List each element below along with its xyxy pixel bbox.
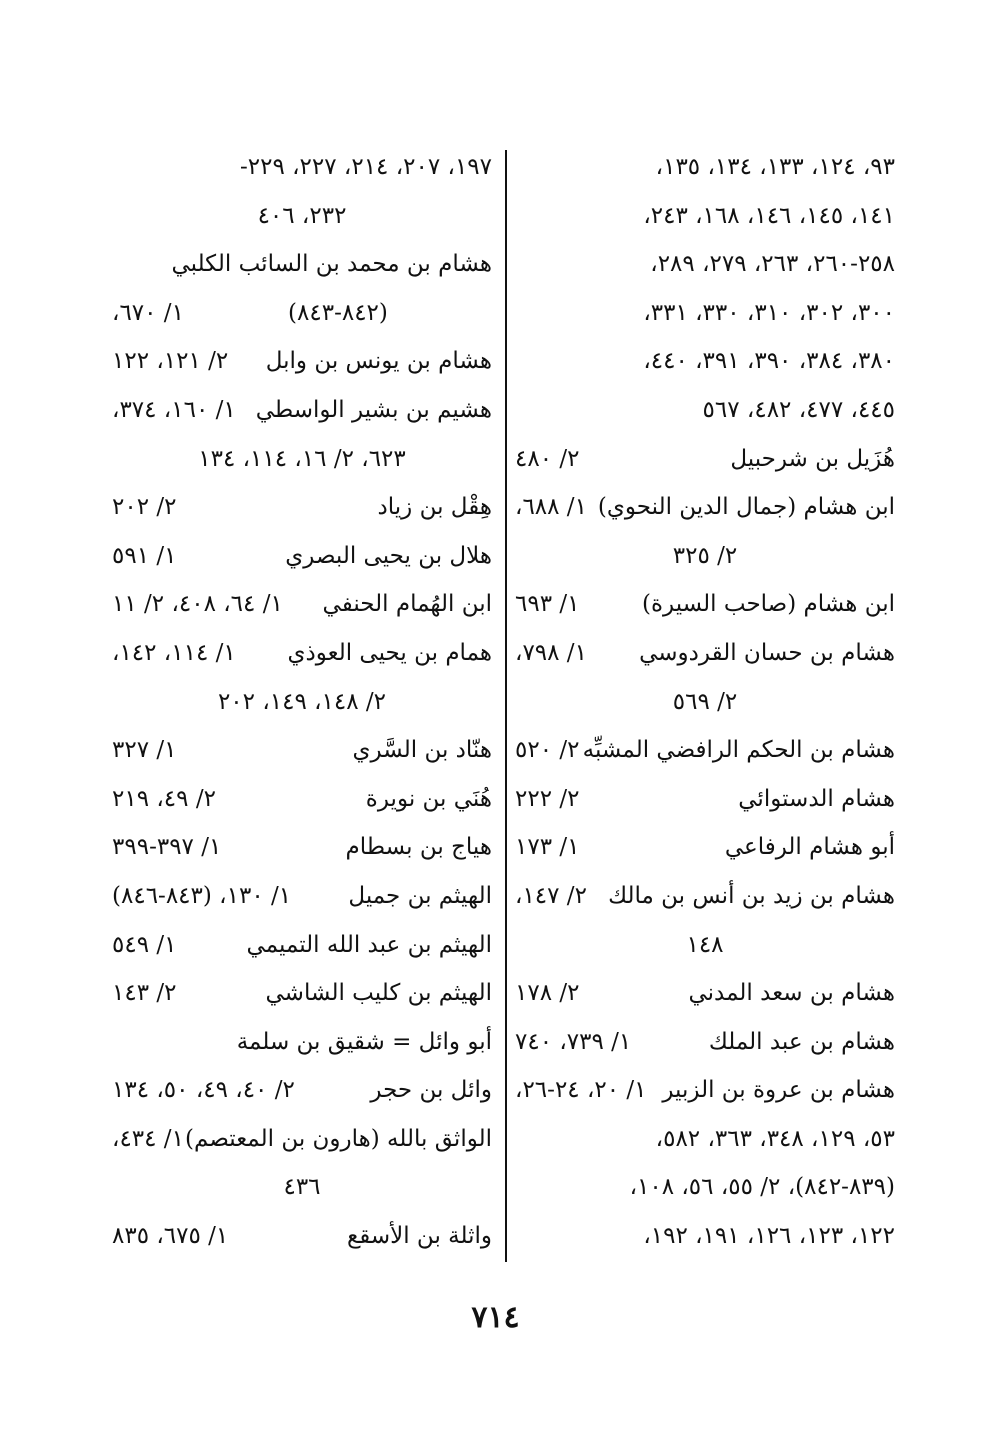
index-line: [515, 872, 895, 921]
index-line: [515, 921, 895, 970]
index-line: [112, 289, 492, 338]
entry-continuation: ١٢٢، ١٢٣، ١٢٦، ١٩١، ١٩٢،: [643, 1223, 895, 1250]
entry-continuation: ١٤٨: [686, 931, 724, 958]
entry-reference: ٢/ ٥٢٠: [515, 737, 580, 764]
entry-name: هشام بن محمد بن السائب الكلبي: [171, 251, 492, 278]
entry-reference: ١/ ١١٤، ١٤٢،: [112, 639, 236, 666]
index-line: [112, 143, 492, 192]
index-line: [112, 192, 492, 241]
index-line: [112, 1212, 492, 1261]
entry-name: أبو هشام الرفاعي: [724, 834, 895, 861]
entry-reference: ١/ ٣٢٧: [112, 737, 177, 764]
entry-continuation: ٢٥٨-٢٦٠، ٢٦٣، ٢٧٩، ٢٨٩،: [650, 251, 895, 278]
index-line: [515, 435, 895, 484]
index-line: [515, 1163, 895, 1212]
entry-name: هشام بن حسان القردوسي: [639, 639, 895, 666]
index-column-right: [515, 143, 895, 1261]
entry-reference: ١/ ٦٤، ٤٠٨، ٢/ ١١: [112, 591, 283, 618]
entry-reference: ٢/ ٢٠٢: [112, 494, 177, 521]
index-line: [515, 289, 895, 338]
entry-reference: ٢/ ١٧٨: [515, 980, 580, 1007]
index-line: [515, 532, 895, 581]
entry-name: هشام بن زيد بن أنس بن مالك: [608, 882, 895, 909]
entry-name: هشام بن عروة بن الزبير: [662, 1077, 895, 1104]
entry-continuation: ٢/ ٣٢٥: [672, 542, 738, 569]
entry-reference: ١/ ٦٧٠،: [112, 299, 184, 326]
entry-reference: ١/ ١٦٠، ٣٧٤،: [112, 396, 236, 423]
entry-continuation: ٣٠٠، ٣٠٢، ٣١٠، ٣٣٠، ٣٣١،: [643, 299, 895, 326]
index-line: [112, 969, 492, 1018]
entry-reference: ١/ ٦٩٣: [515, 591, 580, 618]
index-line: [112, 872, 492, 921]
index-line: [112, 726, 492, 775]
index-line: [515, 775, 895, 824]
index-line: [515, 823, 895, 872]
index-column-left: [112, 143, 492, 1261]
entry-continuation: ٢/ ٥٦٩: [672, 688, 738, 715]
entry-continuation: ٣٨٠، ٣٨٤، ٣٩٠، ٣٩١، ٤٤٠،: [643, 348, 895, 375]
index-line: [112, 386, 492, 435]
entry-reference: ٢/ ٤٠، ٤٩، ٥٠، ١٣٤: [112, 1077, 295, 1104]
index-line: [515, 483, 895, 532]
index-line: [515, 240, 895, 289]
entry-name: هِقْل بن زياد: [377, 494, 492, 521]
entry-name: الواثق بالله (هارون بن المعتصم): [185, 1125, 492, 1152]
entry-reference: ١/ ٧٩٨،: [515, 639, 587, 666]
index-line: [112, 823, 492, 872]
entry-name: هشيم بن بشير الواسطي: [255, 396, 492, 423]
entry-name: هلال بن يحيى البصري: [285, 542, 492, 569]
entry-reference: ١/ ١٣٠، (٨٤٣-٨٤٦): [112, 882, 292, 909]
entry-name: ابن هشام (جمال الدين النحوي): [597, 494, 895, 521]
column-divider: [505, 150, 507, 1262]
index-line: [112, 1018, 492, 1067]
entry-reference: ٢/ ١٤٧،: [515, 882, 587, 909]
index-line: [515, 1115, 895, 1164]
entry-name: الهيثم بن عبد الله التميمي: [246, 931, 492, 958]
entry-name: هُزَيل بن شرحبيل: [730, 445, 895, 472]
entry-name: الهيثم بن جميل: [348, 882, 492, 909]
entry-continuation: (٨٤٢-٨٤٣): [288, 299, 388, 326]
index-line: [112, 1163, 492, 1212]
index-line: [112, 678, 492, 727]
entry-continuation: ١٩٧، ٢٠٧، ٢١٤، ٢٢٧، ٢٢٩-: [239, 154, 492, 180]
entry-continuation: ٤٤٥، ٤٧٧، ٤٨٢، ٥٦٧: [702, 396, 895, 423]
index-line: [515, 1066, 895, 1115]
entry-continuation: ٢٣٢، ٤٠٦: [257, 202, 347, 229]
index-line: [515, 580, 895, 629]
index-line: [515, 192, 895, 241]
index-line: [112, 1115, 492, 1164]
entry-name: هشام بن يونس بن وابل: [265, 348, 492, 375]
entry-name: ابن هشام (صاحب السيرة): [641, 591, 895, 618]
entry-continuation: ٩٣، ١٢٤، ١٣٣، ١٣٤، ١٣٥،: [655, 154, 895, 180]
entry-name: هشام بن سعد المدني: [688, 980, 895, 1007]
index-line: [112, 775, 492, 824]
index-line: [515, 143, 895, 192]
index-line: [515, 678, 895, 727]
entry-reference: ٢/ ٢٢٢: [515, 785, 580, 812]
entry-reference: ٢/ ١٢١، ١٢٢: [112, 348, 229, 375]
index-line: [515, 969, 895, 1018]
index-line: [515, 337, 895, 386]
index-line: [515, 1018, 895, 1067]
index-line: [112, 921, 492, 970]
page-number: ٧١٤: [471, 1300, 520, 1335]
entry-name: واثلة بن الأسقع: [346, 1223, 492, 1250]
entry-reference: ١/ ١٧٣: [515, 834, 580, 861]
index-line: [112, 435, 492, 484]
entry-name: أبو وائل = شقيق بن سلمة: [236, 1028, 492, 1055]
entry-continuation: (٨٣٩-٨٤٢)، ٢/ ٥٥، ٥٦، ١٠٨،: [629, 1174, 895, 1201]
entry-name: همام بن يحيى العوذي: [287, 639, 492, 666]
index-line: [112, 1066, 492, 1115]
index-line: [515, 629, 895, 678]
entry-name: هُنَي بن نويرة: [365, 785, 492, 812]
entry-continuation: ٤٣٦: [283, 1174, 321, 1201]
entry-name: الهيثم بن كليب الشاشي: [265, 980, 492, 1007]
entry-name: هياج بن بسطام: [345, 834, 492, 861]
entry-reference: ١/ ٦٨٨،: [515, 494, 587, 521]
entry-name: هشام بن عبد الملك: [708, 1028, 895, 1055]
entry-continuation: ٢/ ١٤٨، ١٤٩، ٢٠٢: [217, 688, 387, 715]
entry-continuation: ١٤١، ١٤٥، ١٤٦، ١٦٨، ٢٤٣،: [643, 202, 895, 229]
index-line: [112, 580, 492, 629]
entry-reference: ١/ ٤٣٤،: [112, 1125, 184, 1152]
index-line: [112, 337, 492, 386]
entry-reference: ١/ ٦٧٥، ٨٣٥: [112, 1223, 229, 1250]
entry-continuation: ٦٢٣، ٢/ ١٦، ١١٤، ١٣٤: [198, 445, 406, 472]
entry-continuation: ٥٣، ١٢٩، ٣٤٨، ٣٦٣، ٥٨٢،: [655, 1125, 895, 1152]
index-line: [515, 1212, 895, 1261]
entry-reference: ٢/ ١٤٣: [112, 980, 177, 1007]
entry-name: هشام الدستوائي: [738, 785, 895, 812]
entry-name: هنّاد بن السَّري: [352, 737, 492, 764]
entry-reference: ٢/ ٤٨٠: [515, 445, 580, 472]
entry-reference: ١/ ٧٣٩، ٧٤٠: [515, 1028, 632, 1055]
index-line: [515, 386, 895, 435]
index-line: [112, 483, 492, 532]
entry-reference: ١/ ٥٤٩: [112, 931, 177, 958]
entry-reference: ٢/ ٤٩، ٢١٩: [112, 785, 216, 812]
entry-name: ابن الهُمام الحنفي: [322, 591, 492, 618]
index-line: [515, 726, 895, 775]
entry-reference: ١/ ٣٩٧-٣٩٩: [112, 834, 222, 861]
entry-reference: ١/ ٥٩١: [112, 542, 177, 569]
index-line: [112, 629, 492, 678]
entry-name: هشام بن الحكم الرافضي المشبِّه: [582, 737, 895, 764]
index-line: [112, 532, 492, 581]
entry-reference: ١/ ٢٠، ٢٤-٢٦،: [515, 1077, 647, 1104]
entry-name: وائل بن حجر: [370, 1077, 492, 1104]
